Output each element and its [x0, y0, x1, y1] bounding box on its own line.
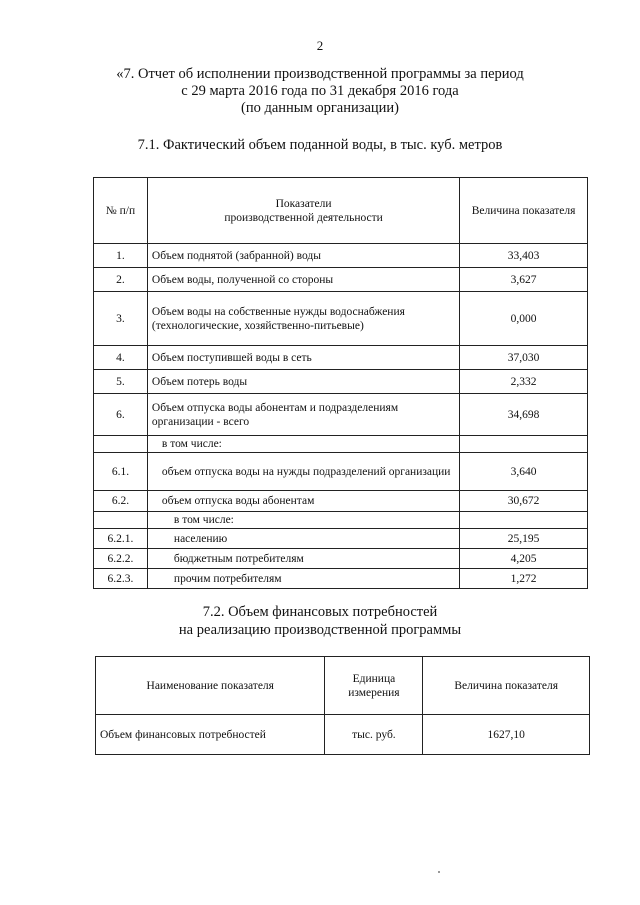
table-row: [94, 491, 588, 512]
table-row: [94, 394, 588, 436]
row-text: Объем отпуска воды абонентам и подразделениям организации - всего: [147, 394, 459, 436]
row-name: Объем финансовых потребностей: [96, 715, 325, 755]
row-text: Объем воды, полученной со стороны: [147, 268, 459, 292]
row-num: [94, 436, 148, 453]
table-header-row: [96, 657, 590, 715]
section-2-heading-line-2: на реализацию производственной программы: [178, 622, 462, 638]
row-text: Объем поступившей воды в сеть: [147, 346, 459, 370]
row-text: в том числе:: [147, 436, 459, 453]
table-row: [94, 529, 588, 549]
table-row: [94, 370, 588, 394]
row-num: [94, 512, 148, 529]
title-line-1: «7. Отчет об исполнении производственной программы за период: [116, 66, 524, 82]
table-row: [94, 453, 588, 491]
header-name: Наименование показателя: [96, 657, 325, 715]
row-text: бюджетным потребителям: [147, 549, 459, 569]
title-line-3: (по данным организации): [240, 100, 399, 116]
row-value: 3,627: [460, 268, 588, 292]
document-title: [0, 66, 640, 117]
row-value: 2,332: [460, 370, 588, 394]
table-row: [94, 346, 588, 370]
table-header-row: [94, 178, 588, 244]
header-indicator: [147, 178, 459, 244]
row-num: 5.: [94, 370, 148, 394]
row-text: Объем потерь воды: [147, 370, 459, 394]
section-1-heading: 7.1. Фактический объем поданной воды, в тыс. куб. метров: [137, 137, 503, 153]
row-text: объем отпуска воды абонентам: [147, 491, 459, 512]
financial-needs-table: [95, 656, 590, 755]
table-row: [94, 436, 588, 453]
table-row: [94, 292, 588, 346]
row-value: 30,672: [460, 491, 588, 512]
row-num: 6.: [94, 394, 148, 436]
table-row: [94, 244, 588, 268]
row-value: 34,698: [460, 394, 588, 436]
row-text: в том числе:: [147, 512, 459, 529]
page-number: 2: [316, 38, 324, 53]
title-line-2: с 29 марта 2016 года по 31 декабря 2016 года: [181, 83, 459, 99]
section-2-heading: [0, 603, 640, 639]
row-value: [460, 436, 588, 453]
row-num: 3.: [94, 292, 148, 346]
scan-speck: [438, 871, 440, 873]
water-volume-table: [93, 177, 588, 589]
header-indicator-line-2: производственной деятельности: [224, 211, 383, 224]
table-row: [94, 569, 588, 589]
header-unit-line-2: измерения: [348, 686, 400, 699]
row-value: 0,000: [460, 292, 588, 346]
table-row: [94, 268, 588, 292]
row-text: населению: [147, 529, 459, 549]
row-value: [460, 512, 588, 529]
header-num: № п/п: [94, 178, 148, 244]
header-indicator-line-1: Показатели: [275, 197, 332, 210]
table-row: [94, 549, 588, 569]
row-unit: тыс. руб.: [325, 715, 423, 755]
row-num: 1.: [94, 244, 148, 268]
table-row: [96, 715, 590, 755]
row-value: 4,205: [460, 549, 588, 569]
row-value: 25,195: [460, 529, 588, 549]
row-value: 3,640: [460, 453, 588, 491]
row-num: 6.1.: [94, 453, 148, 491]
row-text: Объем поднятой (забранной) воды: [147, 244, 459, 268]
row-text: объем отпуска воды на нужды подразделений организации: [147, 453, 459, 491]
section-2-heading-line-1: 7.2. Объем финансовых потребностей: [202, 604, 438, 620]
header-value: Величина показателя: [423, 657, 590, 715]
header-unit-line-1: Единица: [352, 672, 396, 685]
header-unit: [325, 657, 423, 715]
row-value: 33,403: [460, 244, 588, 268]
row-value: 1,272: [460, 569, 588, 589]
row-num: 6.2.1.: [94, 529, 148, 549]
row-num: 2.: [94, 268, 148, 292]
row-value: 1627,10: [423, 715, 590, 755]
row-value: 37,030: [460, 346, 588, 370]
row-num: 6.2.: [94, 491, 148, 512]
row-num: 6.2.3.: [94, 569, 148, 589]
header-value: Величина показателя: [460, 178, 588, 244]
row-text: Объем воды на собственные нужды водоснабжения (технологические, хозяйственно-питьевые): [147, 292, 459, 346]
row-num: 4.: [94, 346, 148, 370]
row-text: прочим потребителям: [147, 569, 459, 589]
table-row: [94, 512, 588, 529]
row-num: 6.2.2.: [94, 549, 148, 569]
